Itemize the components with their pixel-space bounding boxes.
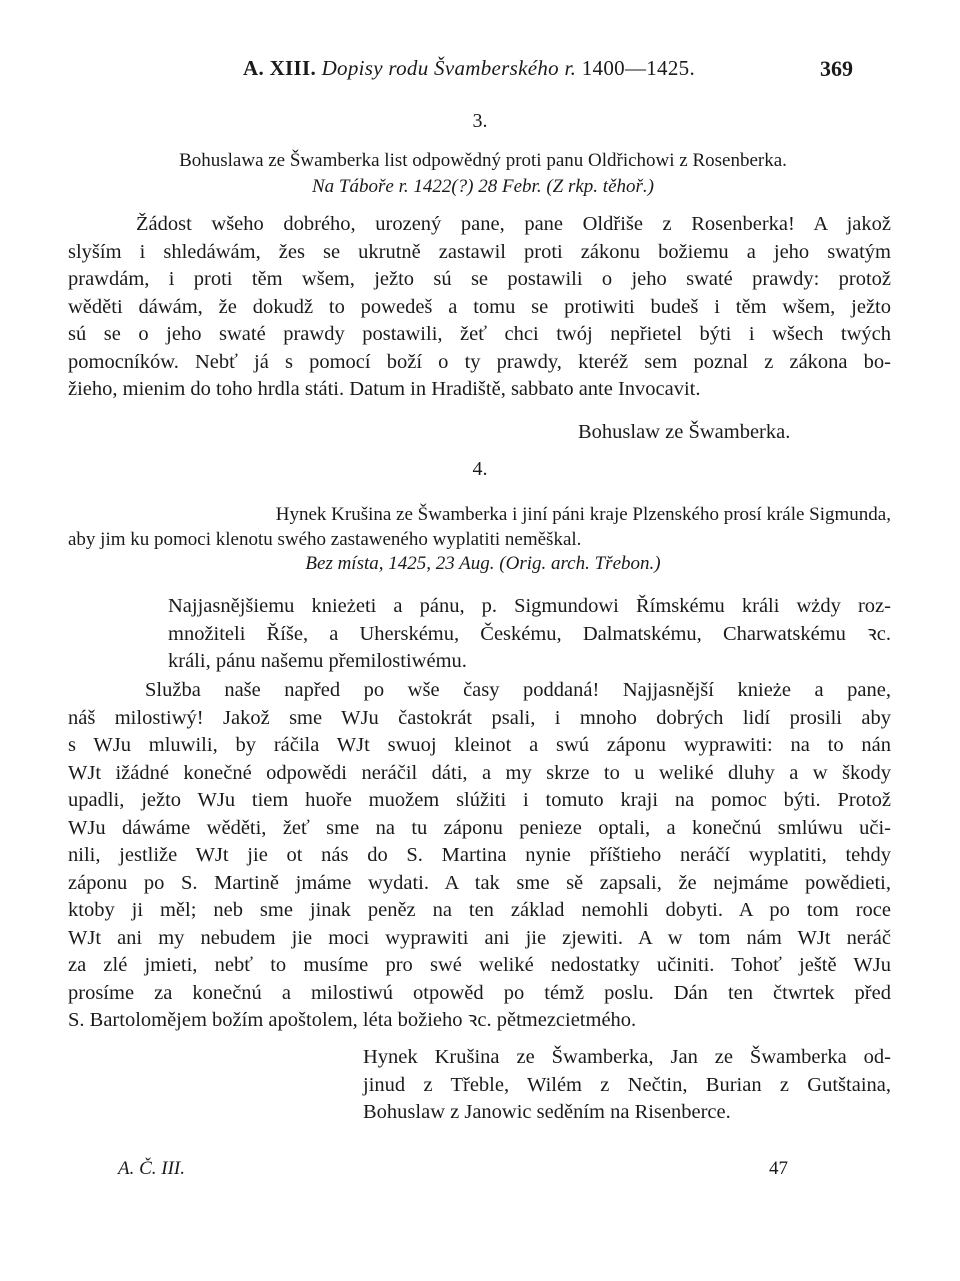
- document-3-signature: Bohuslaw ze Šwamberka.: [578, 421, 791, 443]
- year-range: 1400—1425.: [581, 56, 695, 80]
- text-line: pomocníków. Nebť já s pomocí boží o ty prawdy, kteréž sem poznal z zákona bo-: [68, 350, 891, 373]
- sheet-number: 47: [769, 1158, 788, 1179]
- title-line: aby jim ku pomoci klenotu swého zastaweného wyplatiti neměškal.: [68, 529, 582, 550]
- signature-line: Bohuslaw z Janowic seděním na Risenberce.: [363, 1101, 731, 1123]
- address-line: králi, pánu našemu přemilostiwému.: [168, 650, 467, 672]
- text-line: prawdám, i proti těm wšem, ježto sú se postawili o jeho swaté prawdy: protož: [68, 268, 891, 290]
- address-line: Najjasnějšiemu knieżeti a pánu, p. Sigmundowi Římskému králi wżdy roz-: [168, 595, 891, 617]
- text-line: nili, jestliže WJt jie ot nás do S. Martina nynie příštieho neráčí wyplatiti, tehdy: [68, 844, 891, 866]
- text-line: s WJu mluwili, by ráčila WJt swuoj kleinot a swú záponu wyprawiti: na to nán: [68, 734, 891, 756]
- text-line: S. Bartolomějem božím apoštolem, léta božieho ꝛc. pětmezcietmého.: [68, 1009, 637, 1031]
- printer-signature-mark: A. Č. III.: [118, 1158, 186, 1179]
- signature-line: jinud z Třeble, Wilém z Nečtin, Burian z Gutštaina,: [363, 1073, 891, 1096]
- text-line: za zlé jmieti, nebť to musíme pro swé weliké nedostatky učiniti. Tohoť ještě WJu: [68, 954, 891, 976]
- signature-line: Hynek Krušina ze Šwamberka, Jan ze Šwamberka od-: [363, 1046, 891, 1068]
- text-line: záponu po S. Martině jmáme wydati. A tak sme sě zapsali, že nejmáme powědieti,: [68, 871, 891, 894]
- collection-title: Dopisy rodu Švamberského r.: [321, 56, 577, 80]
- page-number: 369: [820, 56, 853, 81]
- document-3-date: Na Táboře r. 1422(?) 28 Febr. (Z rkp. těhoř.): [312, 176, 654, 197]
- address-line: množiteli Říše, a Uherskému, Českému, Dalmatskému, Charwatskému ꝛc.: [168, 622, 891, 645]
- document-4-date: Bez místa, 1425, 23 Aug. (Orig. arch. Třebon.): [305, 553, 661, 574]
- document-4-number: 4.: [472, 458, 488, 480]
- text-line: Žádost wšeho dobrého, urozený pane, pane Oldřiše z Rosenberka! A jakož: [136, 213, 891, 235]
- text-line: žieho, mienim do toho hrdla státi. Datum in Hradiště, sabbato ante Invocavit.: [68, 378, 701, 400]
- running-head: [0, 56, 960, 86]
- text-line: WJt ani my nebudem jie moci wyprawiti ani jie zjewiti. A w tom nám WJt neráč: [68, 926, 891, 949]
- document-4-address: [168, 593, 891, 676]
- document-4-text: [68, 677, 891, 1035]
- text-line: wěděti dáwám, že dokudž to powedeš a tomu se protiwiti budeš i těm wšem, ježto: [68, 295, 891, 318]
- text-line: WJt ižádné konečné odpowědi neráčil dáti, a my skrze to u weliké dluhy a w škody: [68, 761, 891, 784]
- text-line: upadli, ježto WJu tiem huoře muožem slúžiti i tomuto kraji na pomoc býti. Protož: [68, 789, 891, 811]
- text-line: Služba naše napřed po wše časy poddaná! Najjasnější knieże a pane,: [145, 679, 891, 701]
- text-line: WJu dáwáme wěděti, žeť sme na tu záponu penieze optali, a konečnú smlúwu uči-: [68, 816, 891, 839]
- text-line: ktoby ji měl; neb sme jinak peněz na ten základ nemohli dobyti. A po tom roce: [68, 899, 891, 921]
- document-4-title: [68, 502, 891, 552]
- document-3-number: 3.: [472, 110, 488, 132]
- text-line: sú se o jeho swaté prawdy postawili, žeť chci twój nepřietel býti i wšech twých: [68, 323, 891, 345]
- text-line: náš milostiwý! Jakož sme WJu častokrát psali, i mnoho dobrých lidí prosili aby: [68, 706, 891, 729]
- title-line: Hynek Krušina ze Šwamberka i jiní páni kraje Plzenského prosí krále Sigmunda,: [275, 504, 891, 525]
- text-line: slyším i shledáwám, žes se ukrutně zastawil proti zákonu božiemu a jeho swatým: [68, 240, 891, 263]
- document-3-text: [68, 211, 891, 404]
- document-4-signatures: [363, 1044, 891, 1127]
- text-line: prosíme za konečnú a milostiwú otpowěd po témž poslu. Dán ten čtwrtek před: [68, 981, 891, 1004]
- running-head-title: [243, 56, 695, 81]
- volume-label: A. XIII.: [243, 56, 316, 80]
- document-3-title: Bohuslawa ze Šwamberka list odpowědný proti panu Oldřichowi z Rosenberka.: [179, 150, 787, 171]
